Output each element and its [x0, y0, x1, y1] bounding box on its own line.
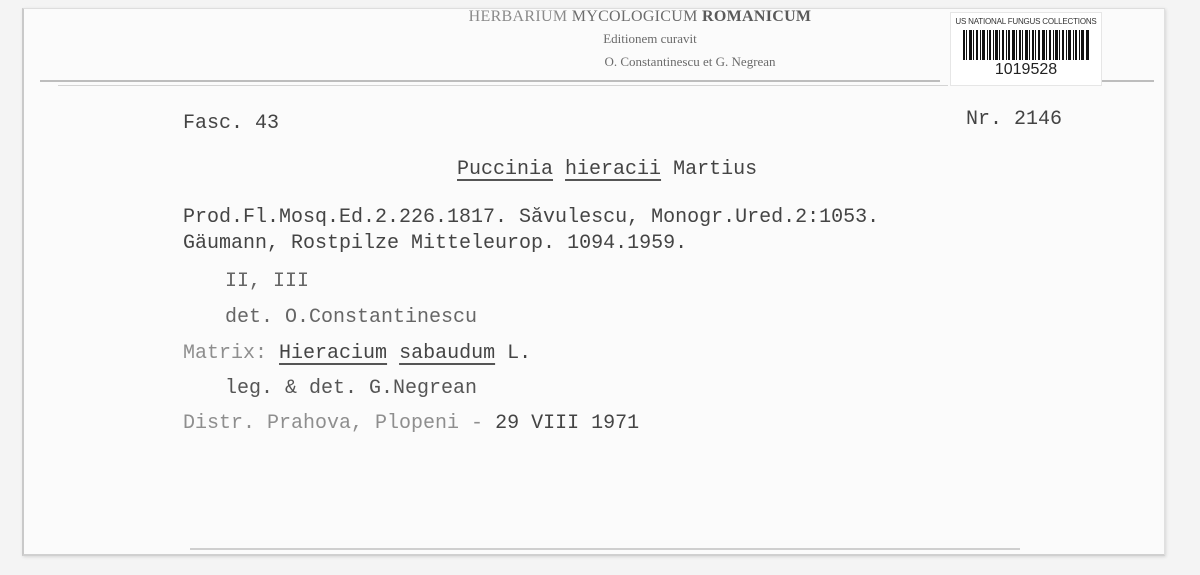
distribution-locality: Distr. Prahova, Plopeni -	[183, 412, 484, 435]
spore-stages: II, III	[225, 270, 310, 293]
distribution	[183, 412, 639, 435]
collection-date: 29 VIII 1971	[495, 412, 640, 435]
collector: leg. & det. G.Negrean	[225, 377, 478, 400]
reference-line-2: Gäumann, Rostpilze Mitteleurop. 1094.1959.	[183, 232, 688, 255]
header-title-first: HERBARIUM	[468, 8, 568, 25]
matrix-label: Matrix:	[183, 342, 268, 365]
species-name	[457, 158, 757, 181]
species-author: Martius	[673, 158, 758, 181]
header-subtitle: Editionem curavit	[603, 31, 697, 46]
herbarium-label-card	[22, 8, 1165, 556]
determiner: det. O.Constantinescu	[225, 306, 478, 329]
matrix-host	[183, 342, 531, 365]
host-author: L.	[507, 342, 532, 365]
host-genus: Hieracium	[279, 342, 388, 365]
barcode-org: US NATIONAL FUNGUS COLLECTIONS	[955, 17, 1097, 26]
header-title-mid: MYCOLOGICUM	[571, 8, 698, 25]
header-rule-bottom	[58, 85, 948, 86]
footer-rule	[190, 548, 1020, 550]
species-genus: Puccinia	[457, 158, 554, 181]
fascicle-number: Fasc. 43	[183, 112, 280, 135]
reference-line-1: Prod.Fl.Mosq.Ed.2.226.1817. Săvulescu, Monogr.Ured.2:1053.	[183, 206, 880, 229]
host-epithet: sabaudum	[399, 342, 496, 365]
exsiccata-number: Nr. 2146	[966, 108, 1063, 131]
barcode-number: 1019528	[994, 61, 1058, 78]
species-epithet: hieracii	[565, 158, 662, 181]
header-title	[420, 8, 860, 26]
header-rule-top	[40, 80, 940, 82]
barcode-icon	[963, 30, 1089, 60]
barcode-label	[950, 12, 1102, 86]
header-editors: O. Constantinescu et G. Negrean	[604, 54, 776, 69]
header-title-last: ROMANICUM	[701, 8, 812, 25]
header-rule-right	[1102, 80, 1154, 82]
